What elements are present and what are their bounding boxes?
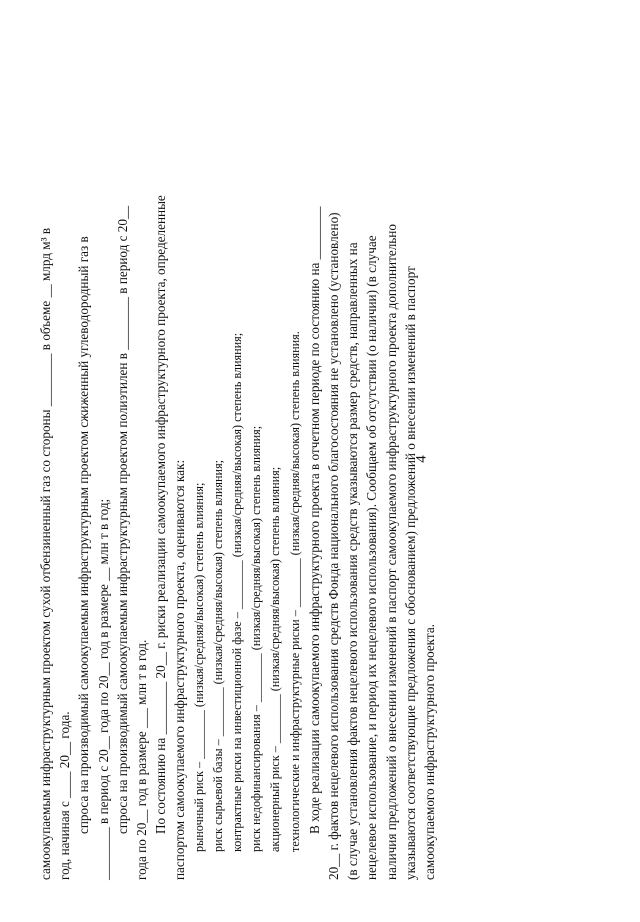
text-line: год, начиная с ____ 20__ года. [57,711,73,880]
text-line: нецелевое использование, и период их нецелевого использования). Сообщаем об отсутствии (о наличии) (в случае [364,235,380,880]
risk-line: технологические и инфраструктурные риски – ________ (низкая/средняя/высокая) степень влияния. [287,331,302,852]
text-line: ________ в период с 20__ года по 20__ год в размере __ млн т в год; [95,498,111,880]
risk-line: акционерный риск – ________ (низкая/средняя/высокая) степень влияния; [268,466,283,852]
risk-line: контрактные риски на инвестиционной фазе – ________ (низкая/средняя/высокая) степень влияния; [230,332,245,852]
risk-line: риск недофинансирования – ________ (низкая/средняя/высокая) степень влияния; [249,425,264,852]
text-line: самоокупаемого инфраструктурного проекта. [422,624,438,880]
page-number: 4 [413,455,430,463]
text-line: В ходе реализации самоокупаемого инфраструктурного проекта в отчетном периоде по состоянию на ________ [306,206,322,834]
text-line: самоокупаемым инфраструктурным проектом сухой отбензиненный газ со стороны ________ в объеме __ млрд м³ в [38,227,53,880]
text-line: наличия предложений о внесении изменений в паспорт самоокупаемого инфраструктурного проекта дополнительно [383,224,399,880]
text-line: 20__ г. фактов нецелевого использования средств Фонда национального благосостояния не установлено (установлено) [326,212,342,880]
text-line: По состоянию на ________ 20__ г. риски реализации самоокупаемого инфраструктурного проекта, определенные [153,195,169,834]
text-line: (в случае установления фактов нецелевого использования средств указываются размер средств, направленных на [345,242,361,880]
text-line: года по 20__ год в размере ___ млн т в год. [134,639,150,880]
risk-line: риск сырьевой базы – ________ (низкая/средняя/высокая) степень влияния; [210,459,225,852]
risk-line: рыночный риск – ________ (низкая/средняя/высокая) степень влияния; [191,482,206,852]
text-line: паспортом самоокупаемого инфраструктурного проекта, оцениваются как: [172,459,188,880]
text-line: спроса на производимый самоокупаемым инфраструктурным проектом сжиженный углеводородный газ в [76,236,92,834]
document-body [36,40,439,880]
text-line: спроса на производимый самоокупаемым инфраструктурным проектом полиэтилен в ________ в период с 20__ [114,205,130,834]
text-line: указываются соответствующие предложения с обоснованием) предложений о внесении изменений в паспорт [402,266,418,880]
